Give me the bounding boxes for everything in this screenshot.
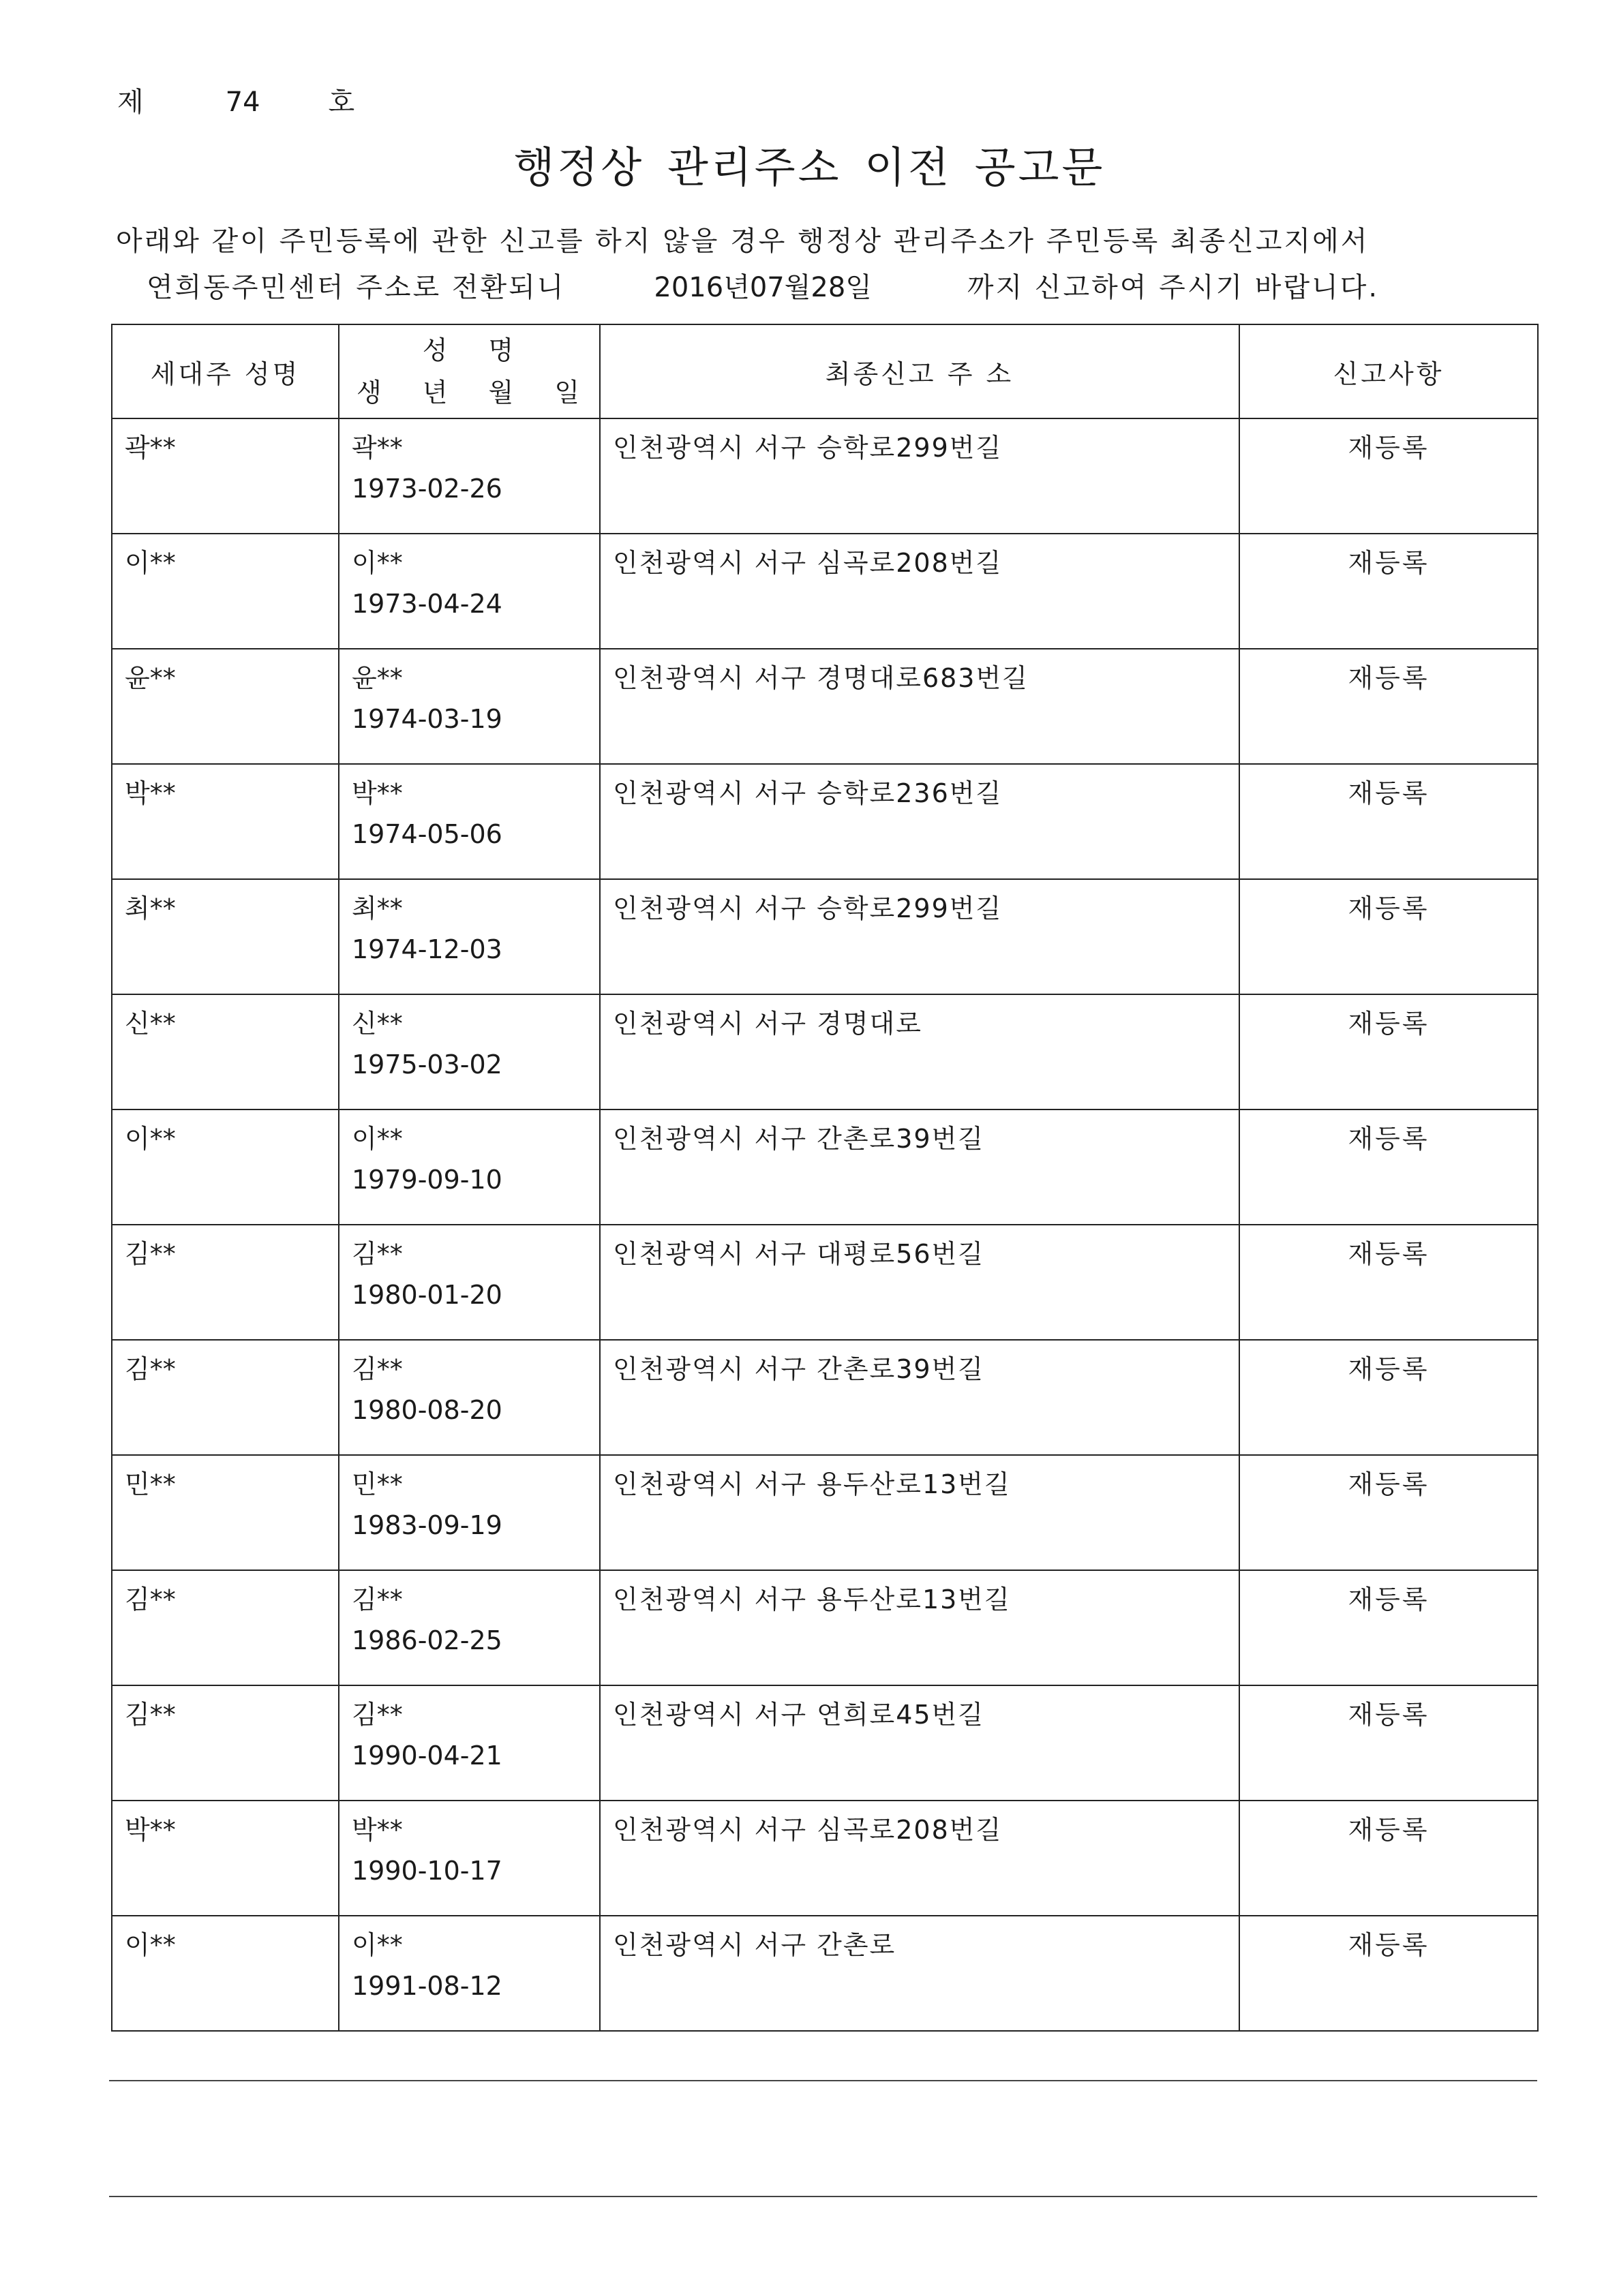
cell-household-head <box>112 764 339 879</box>
cell-household-head <box>112 879 339 994</box>
report-status: 재등록 <box>1348 1585 1429 1614</box>
person-name: 신** <box>352 1009 403 1039</box>
last-address: 인천광역시 서구 심곡로208번길 <box>613 1815 1003 1845</box>
cell-address <box>600 418 1239 534</box>
birth-date: 1980-01-20 <box>352 1280 502 1310</box>
person-name: 박** <box>352 1815 403 1845</box>
cell-status <box>1239 1109 1538 1225</box>
birth-date: 1973-04-24 <box>352 589 502 619</box>
page-title: 행정상 관리주소 이전 공고문 <box>513 142 1106 192</box>
issue-number <box>117 80 354 119</box>
table-row <box>112 1340 1538 1455</box>
cell-status <box>1239 418 1538 534</box>
birth-date: 1986-02-25 <box>352 1625 502 1655</box>
report-status: 재등록 <box>1348 778 1429 808</box>
cell-address <box>600 1916 1239 2031</box>
person-name: 민** <box>352 1469 403 1499</box>
cell-status <box>1239 879 1538 994</box>
cell-name-birth <box>339 1916 600 2031</box>
last-address: 인천광역시 서구 대평로56번길 <box>613 1239 985 1269</box>
table-row <box>112 1570 1538 1685</box>
cell-name-birth <box>339 1455 600 1570</box>
header-household-head: 세대주 성명 <box>112 324 339 418</box>
report-status: 재등록 <box>1348 663 1429 693</box>
cell-address <box>600 1801 1239 1916</box>
person-name: 이** <box>352 548 403 578</box>
cell-status <box>1239 649 1538 764</box>
report-status: 재등록 <box>1348 1469 1429 1499</box>
birth-date: 1983-09-19 <box>352 1510 502 1540</box>
last-address: 인천광역시 서구 간촌로39번길 <box>613 1354 985 1384</box>
household-head-name: 이** <box>125 548 176 578</box>
cell-address <box>600 1570 1239 1685</box>
cell-name-birth <box>339 1109 600 1225</box>
person-name: 최** <box>352 893 403 923</box>
cell-name-birth <box>339 994 600 1109</box>
household-head-name: 최** <box>125 893 176 923</box>
table-row <box>112 418 1538 534</box>
header-report-item: 신고사항 <box>1239 324 1538 418</box>
person-name: 김** <box>352 1354 403 1384</box>
household-head-name: 이** <box>125 1930 176 1960</box>
deadline-date: 2016년07월28일 <box>654 272 872 303</box>
header-birthdate: 생 년 월 일 <box>356 378 583 408</box>
report-status: 재등록 <box>1348 1354 1429 1384</box>
household-head-name: 김** <box>125 1700 176 1730</box>
household-head-name: 박** <box>125 778 176 808</box>
cell-household-head <box>112 1801 339 1916</box>
cell-address <box>600 534 1239 649</box>
cell-address <box>600 994 1239 1109</box>
header-name-birthdate <box>339 324 600 418</box>
table-row <box>112 879 1538 994</box>
cell-name-birth <box>339 1685 600 1801</box>
report-status: 재등록 <box>1348 1930 1429 1960</box>
person-name: 김** <box>352 1700 403 1730</box>
cell-name-birth <box>339 764 600 879</box>
cell-name-birth <box>339 1225 600 1340</box>
person-name: 김** <box>352 1239 403 1269</box>
birth-date: 1991-08-12 <box>352 1971 502 2001</box>
household-head-name: 김** <box>125 1354 176 1384</box>
cell-household-head <box>112 1225 339 1340</box>
intro-line-2 <box>147 266 1379 305</box>
table-header-row <box>112 324 1538 418</box>
table-row <box>112 1455 1538 1570</box>
report-status: 재등록 <box>1348 1009 1429 1039</box>
person-name: 이** <box>352 1124 403 1154</box>
table-row <box>112 649 1538 764</box>
table-row <box>112 1801 1538 1916</box>
person-name: 박** <box>352 778 403 808</box>
birth-date: 1975-03-02 <box>352 1050 502 1080</box>
last-address: 인천광역시 서구 연희로45번길 <box>613 1700 985 1730</box>
household-head-name: 박** <box>125 1815 176 1845</box>
birth-date: 1990-10-17 <box>352 1856 502 1886</box>
cell-household-head <box>112 1455 339 1570</box>
birth-date: 1980-08-20 <box>352 1395 502 1425</box>
birth-date: 1990-04-21 <box>352 1741 502 1771</box>
table-row <box>112 1916 1538 2031</box>
cell-household-head <box>112 1340 339 1455</box>
cell-name-birth <box>339 1340 600 1455</box>
report-status: 재등록 <box>1348 548 1429 578</box>
last-address: 인천광역시 서구 경명대로683번길 <box>613 663 1029 693</box>
last-address: 인천광역시 서구 승학로299번길 <box>613 433 1003 463</box>
cell-status <box>1239 1916 1538 2031</box>
cell-address <box>600 1455 1239 1570</box>
cell-address <box>600 764 1239 879</box>
birth-date: 1974-03-19 <box>352 704 502 734</box>
header-last-address: 최종신고 주 소 <box>600 324 1239 418</box>
last-address: 인천광역시 서구 승학로299번길 <box>613 893 1003 923</box>
report-status: 재등록 <box>1348 1239 1429 1269</box>
table-row <box>112 764 1538 879</box>
household-head-name: 민** <box>125 1469 176 1499</box>
cell-status <box>1239 1225 1538 1340</box>
birth-date: 1974-05-06 <box>352 819 502 849</box>
table-row <box>112 1685 1538 1801</box>
report-status: 재등록 <box>1348 1124 1429 1154</box>
cell-status <box>1239 1340 1538 1455</box>
notice-table <box>111 324 1539 2032</box>
table-row <box>112 994 1538 1109</box>
cell-status <box>1239 1685 1538 1801</box>
household-head-name: 신** <box>125 1009 176 1039</box>
birth-date: 1979-09-10 <box>352 1165 502 1195</box>
table-row <box>112 534 1538 649</box>
cell-address <box>600 879 1239 994</box>
cell-name-birth <box>339 879 600 994</box>
divider-line <box>109 2080 1537 2081</box>
table-body <box>112 418 1538 2031</box>
cell-status <box>1239 534 1538 649</box>
cell-name-birth <box>339 1570 600 1685</box>
person-name: 김** <box>352 1585 403 1614</box>
last-address: 인천광역시 서구 승학로236번길 <box>613 778 1003 808</box>
household-head-name: 곽** <box>125 433 176 463</box>
cell-household-head <box>112 1570 339 1685</box>
household-head-name: 김** <box>125 1239 176 1269</box>
cell-status <box>1239 1455 1538 1570</box>
cell-household-head <box>112 649 339 764</box>
cell-name-birth <box>339 534 600 649</box>
household-head-name: 윤** <box>125 663 176 693</box>
person-name: 곽** <box>352 433 403 463</box>
cell-status <box>1239 1801 1538 1916</box>
birth-date: 1973-02-26 <box>352 474 502 504</box>
cell-household-head <box>112 1109 339 1225</box>
intro-line-2-end: 까지 신고하여 주시기 바랍니다. <box>967 272 1380 303</box>
person-name: 윤** <box>352 663 403 693</box>
header-name: 성 명 <box>422 335 517 365</box>
issue-number-value: 74 <box>225 87 260 118</box>
cell-address <box>600 1685 1239 1801</box>
cell-address <box>600 1225 1239 1340</box>
cell-status <box>1239 994 1538 1109</box>
last-address: 인천광역시 서구 간촌로 <box>613 1930 896 1960</box>
cell-household-head <box>112 1685 339 1801</box>
cell-household-head <box>112 1916 339 2031</box>
issue-prefix: 제 <box>117 87 144 118</box>
cell-address <box>600 1109 1239 1225</box>
cell-name-birth <box>339 418 600 534</box>
cell-address <box>600 1340 1239 1455</box>
intro-line-2-start: 연희동주민센터 주소로 전환되니 <box>147 272 566 303</box>
intro-line-1: 아래와 같이 주민등록에 관한 신고를 하지 않을 경우 행정상 관리주소가 주민등록 최종신고지에서 <box>116 226 1370 257</box>
cell-household-head <box>112 994 339 1109</box>
table-row <box>112 1225 1538 1340</box>
cell-status <box>1239 1570 1538 1685</box>
last-address: 인천광역시 서구 간촌로39번길 <box>613 1124 985 1154</box>
cell-address <box>600 649 1239 764</box>
cell-household-head <box>112 534 339 649</box>
cell-status <box>1239 764 1538 879</box>
report-status: 재등록 <box>1348 433 1429 463</box>
report-status: 재등록 <box>1348 1815 1429 1845</box>
birth-date: 1974-12-03 <box>352 934 502 964</box>
report-status: 재등록 <box>1348 893 1429 923</box>
last-address: 인천광역시 서구 용두산로13번길 <box>613 1469 1011 1499</box>
last-address: 인천광역시 서구 용두산로13번길 <box>613 1585 1011 1614</box>
last-address: 인천광역시 서구 경명대로 <box>613 1009 922 1039</box>
report-status: 재등록 <box>1348 1700 1429 1730</box>
cell-name-birth <box>339 1801 600 1916</box>
person-name: 이** <box>352 1930 403 1960</box>
issue-suffix: 호 <box>328 87 355 118</box>
household-head-name: 이** <box>125 1124 176 1154</box>
household-head-name: 김** <box>125 1585 176 1614</box>
cell-name-birth <box>339 649 600 764</box>
cell-household-head <box>112 418 339 534</box>
divider-line <box>109 2196 1537 2197</box>
table-row <box>112 1109 1538 1225</box>
last-address: 인천광역시 서구 심곡로208번길 <box>613 548 1003 578</box>
